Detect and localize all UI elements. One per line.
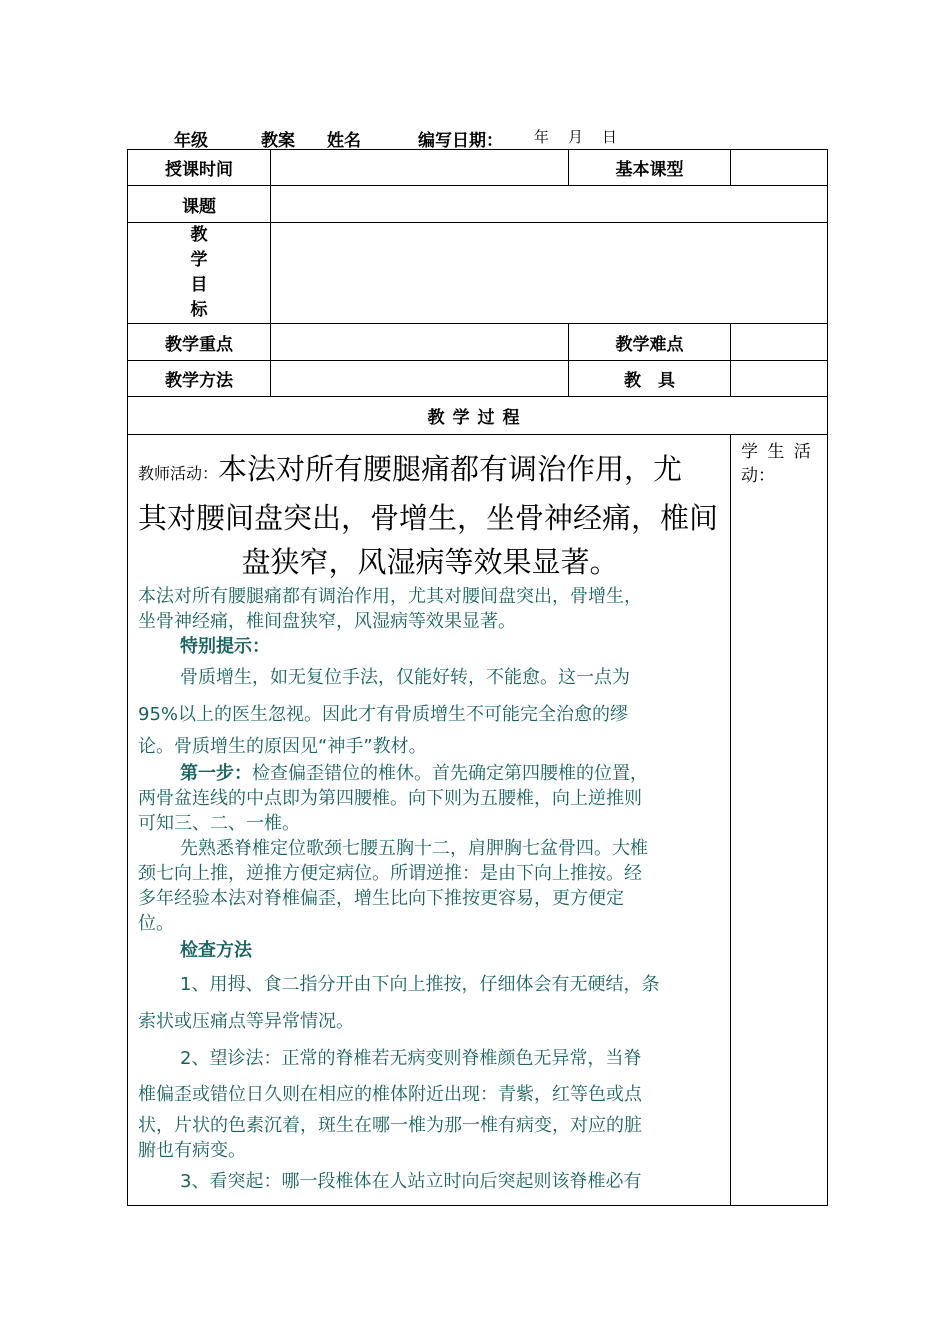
name-label: 姓名 xyxy=(327,131,361,151)
lesson-content xyxy=(138,584,722,1197)
process-header: 教学过程 xyxy=(128,397,828,435)
method2-paragraph: 2、望诊法：正常的脊椎若无病变则脊椎颜色无异常，当脊 椎偏歪或错位日久则在相应的椎体附近出现：青紫，红等色或点 状，片状的色素沉着，斑生在哪一椎为那一椎有病变，对应的脏 腑也有病变。 xyxy=(138,1048,642,1161)
class-time-value xyxy=(271,150,569,186)
student-activity-cell xyxy=(731,435,828,1206)
topic-label: 课题 xyxy=(128,186,271,223)
key-point-value xyxy=(271,324,569,361)
date-label: 编写日期： xyxy=(418,131,503,151)
lesson-plan-table xyxy=(127,149,828,1206)
plan-label: 教案 xyxy=(261,131,295,151)
difficulty-value xyxy=(731,324,828,361)
step1-paragraph: 第一步：检查偏歪错位的椎休。首先确定第四腰椎的位置， 两骨盆连线的中点即为第四腰椎。向下则为五腰椎，向上逆推则 可知三、二、一椎。 xyxy=(138,763,648,834)
tip-paragraph: 骨质增生，如无复位手法，仅能好转，不能愈。这一点为 95%以上的医生忽视。因此才有骨质增生不可能完全治愈的缪 论。骨质增生的原因见“神手”教材。 xyxy=(138,667,630,757)
method1-paragraph: 1、用拇、食二指分开由下向上推按，仔细体会有无硬结，条 索状或压痛点等异常情况。 xyxy=(138,974,660,1032)
topic-value xyxy=(271,186,828,223)
student-activity-label-2: 动： xyxy=(741,466,775,486)
lesson-type-value xyxy=(731,150,828,186)
method3-paragraph: 3、看突起：哪一段椎体在人站立时向后突起则该脊椎必有 xyxy=(180,1171,642,1192)
lesson-type-label: 基本课型 xyxy=(569,150,731,186)
difficulty-label: 教学难点 xyxy=(569,324,731,361)
summary-paragraph: 本法对所有腰腿痛都有调治作用，尤其对腰间盘突出，骨增生， 坐骨神经痛，椎间盘狭窄，风湿病等效果显著。 xyxy=(138,586,642,632)
step1-title: 第一步： xyxy=(180,763,252,784)
teacher-label: 教师活动： xyxy=(138,464,219,483)
document-header xyxy=(128,126,828,151)
key-point-label: 教学重点 xyxy=(128,324,271,361)
tip-title: 特别提示： xyxy=(180,636,270,657)
objective-label: 教 学 目 标 xyxy=(128,223,271,324)
student-activity-label-1: 学 生 活 xyxy=(741,442,813,462)
check-title: 检查方法 xyxy=(180,940,252,961)
spine-paragraph: 先熟悉脊椎定位歌颈七腰五胸十二，肩胛胸七盆骨四。大椎 颈七向上推，逆推方便定病位。所谓逆推：是由下向上推按。经 多年经验本法对脊椎偏歪，增生比向下推按更容易，更方便定 位。 xyxy=(138,838,648,934)
month-label: 月 xyxy=(568,128,584,146)
teacher-activity-cell xyxy=(128,435,731,1206)
tools-value xyxy=(731,361,828,397)
year-label: 年 xyxy=(534,128,550,146)
method-value xyxy=(271,361,569,397)
day-label: 日 xyxy=(602,128,618,146)
class-time-label: 授课时间 xyxy=(128,150,271,186)
grade-label: 年级 xyxy=(174,131,208,151)
method-label: 教学方法 xyxy=(128,361,271,397)
teacher-activity-heading: 教师活动：本法对所有腰腿痛都有调治作用，尤 其对腰间盘突出，骨增生，坐骨神经痛，椎间 盘狭窄，风湿病等效果显著。 xyxy=(138,452,719,579)
tools-label: 教 具 xyxy=(569,361,731,397)
objective-value xyxy=(271,223,828,324)
